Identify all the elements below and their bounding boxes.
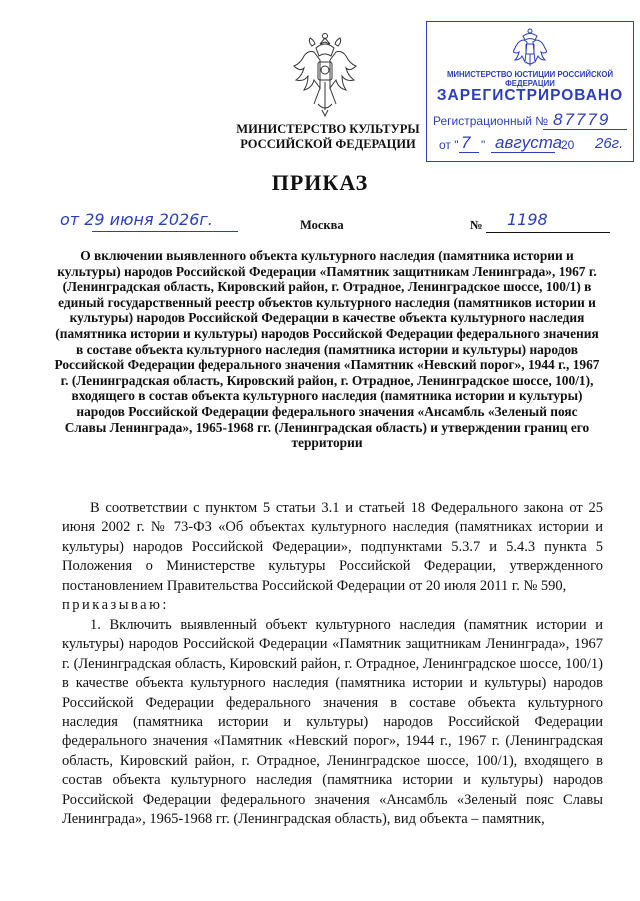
stamp-year-prefix: 20	[561, 138, 575, 152]
document-title: ПРИКАЗ	[271, 170, 369, 195]
stamp-ministry: МИНИСТЕРСТВО ЮСТИЦИИ РОССИЙСКОЙ ФЕДЕРАЦИИ	[446, 70, 614, 88]
stamp-day: 7	[461, 133, 471, 152]
order-number: 1198	[507, 210, 548, 229]
stamp-coat-of-arms-icon	[513, 28, 547, 68]
stamp-date-label: от "	[439, 138, 459, 152]
stamp-status: ЗАРЕГИСТРИРОВАНО	[436, 87, 624, 104]
order-date: от 29 июня 2026г.	[60, 210, 213, 229]
russian-coat-of-arms-icon	[292, 30, 358, 120]
order-number-line	[486, 232, 610, 233]
order-word: приказываю:	[62, 597, 169, 614]
stamp-quote-close: "	[481, 138, 486, 152]
order-date-underline	[92, 231, 238, 232]
order-body	[62, 499, 603, 830]
stamp-number-label: Регистрационный №	[433, 114, 549, 128]
registration-stamp	[426, 21, 634, 162]
stamp-month: августа	[495, 133, 563, 152]
ministry-line-1: МИНИСТЕРСТВО КУЛЬТУРЫ	[236, 122, 420, 136]
city: Москва	[300, 218, 344, 232]
ministry-name	[228, 122, 428, 152]
order-heading: О включении выявленного объекта культурного наследия (памятника истории и культуры) народов Российской Федерации «Памятник защитникам Ленинграда», 1967 г. (Ленинградская область, Кировский район, г. Отрадное, Ленинградское шоссе, 100/1) в единый государственный реестр объектов культурного наследия (памятников истории и культуры) народов Российской Федерации в качестве объекта культурного наследия (памятника истории и культуры) народов Российской Федерации федерального значения в составе объекта культурного наследия (памятника истории и культуры) народов Российской Федерации федерального значения «Памятник «Невский порог», 1944 г., 1967 г. (Ленинградская область, Кировский район, г. Отрадное, Ленинградское шоссе, 100/1), входящего в состав объекта культурного наследия (памятника истории и культуры) народов Российской Федерации федерального значения «Ансамбль «Зеленый пояс Славы Ленинграда», 1965-1968 гг. (Ленинградская область) и утверждении границ его территории	[54, 248, 600, 451]
stamp-number: 87779	[553, 110, 611, 129]
order-number-label: №	[470, 218, 483, 232]
stamp-year-suffix: 26г.	[595, 135, 624, 152]
preamble: В соответствии с пунктом 5 статьи 3.1 и статьей 18 Федерального закона от 25 июня 2002 г. № 73-ФЗ «Об объектах культурного наследия (памятниках истории и культуры) народов Российской Федерации», подпунктами 5.3.7 и 5.4.3 пункта 5 Положения о Министерстве культуры Российской Федерации, утвержденного постановлением Правительства Российской Федерации от 20 июля 2011 г. № 590,	[62, 500, 603, 594]
paragraph-1: 1. Включить выявленный объект культурного наследия (памятник истории и культуры) народов Российской Федерации «Памятник защитникам Ленинграда», 1967 г. (Ленинградская область, Кировский район, г. Отрадное, Ленинградское шоссе, 100/1) в качестве объекта культурного наследия (памятника истории и культуры) народов Российской Федерации федерального значения в составе объекта культурного наследия (памятника истории и культуры) народов Российской Федерации федерального значения «Памятник «Невский порог», 1944 г., 1967 г. (Ленинградская область, Кировский район, г. Отрадное, Ленинградское шоссе, 100/1), входящего в состав объекта культурного наследия (памятника истории и культуры) народов Российской Федерации федерального значения «Ансамбль «Зеленый пояс Славы Ленинграда», 1965-1968 гг. (Ленинградская область), вид объекта – памятник,	[62, 616, 603, 828]
ministry-line-2: РОССИЙСКОЙ ФЕДЕРАЦИИ	[240, 137, 416, 151]
